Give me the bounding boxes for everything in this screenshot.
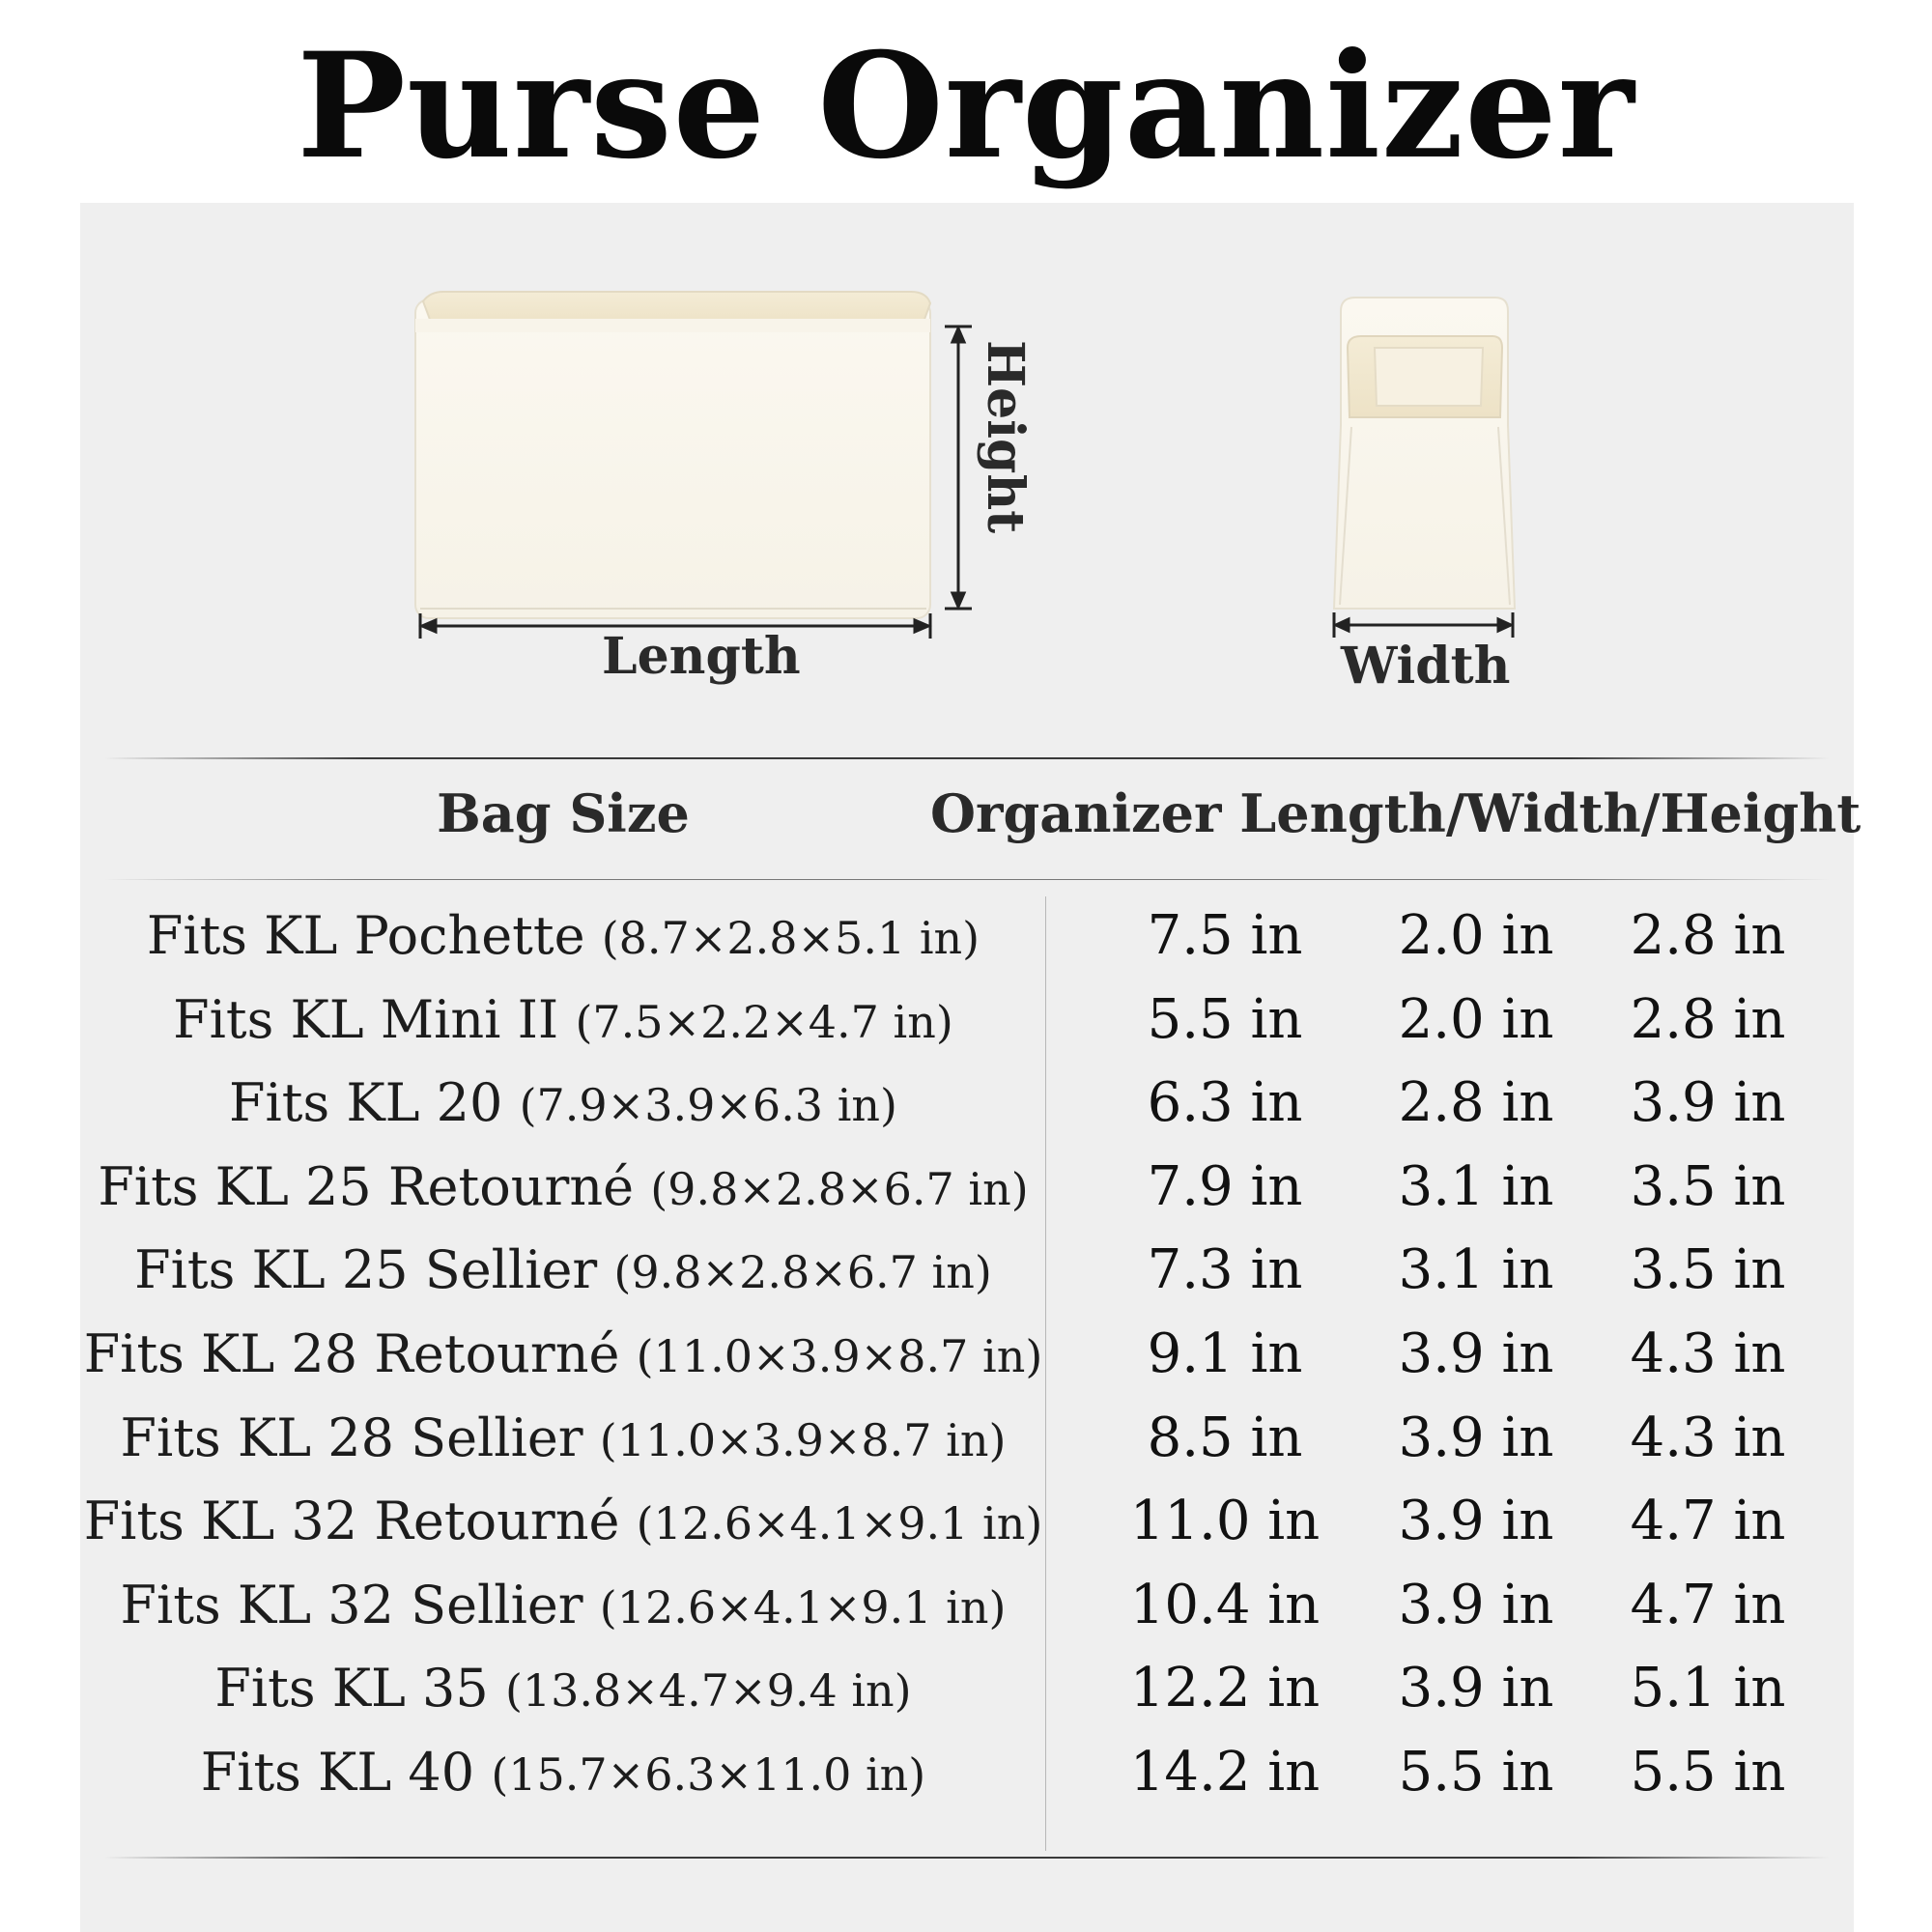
bag-size-cell [80,1313,1046,1398]
organizer-width: 3.1 in [1398,1238,1554,1302]
bag-size-cell [80,1062,1046,1147]
organizer-length: 10.4 in [1129,1573,1321,1636]
size-table-body [80,895,1854,1815]
organizer-length: 14.2 in [1129,1740,1321,1804]
organizer-height: 5.1 in [1630,1657,1786,1720]
organizer-width: 5.5 in [1398,1740,1554,1804]
bag-size-cell [80,1564,1046,1649]
bag-size-cell [80,979,1046,1064]
table-row [80,979,1854,1063]
bag-name: Fits KL Pochette [146,905,585,966]
organizer-length: 7.3 in [1147,1238,1303,1302]
bag-size-cell [80,1146,1046,1231]
organizer-length: 9.1 in [1147,1321,1303,1385]
organizer-length: 11.0 in [1129,1490,1321,1553]
organizer-height: 2.8 in [1630,987,1786,1051]
table-row [80,1146,1854,1230]
bag-dimensions: (8.7×2.8×5.1 in) [601,912,980,964]
bag-dimensions: (7.5×2.2×4.7 in) [575,995,953,1048]
organizer-height: 4.7 in [1630,1573,1786,1636]
bag-dimensions: (12.6×4.1×9.1 in) [636,1497,1043,1550]
organizer-width: 3.9 in [1398,1406,1554,1469]
bag-dimensions: (11.0×3.9×8.7 in) [599,1413,1007,1466]
bag-dimensions: (7.9×3.9×6.3 in) [519,1079,897,1132]
organizer-height: 2.8 in [1630,904,1786,967]
bag-size-cell [80,895,1046,980]
organizer-width: 3.1 in [1398,1154,1554,1218]
bag-size-cell [80,1397,1046,1482]
table-row [80,895,1854,979]
bag-size-cell [80,1229,1046,1314]
height-arrow [945,327,972,609]
organizer-width: 3.9 in [1398,1490,1554,1553]
organizer-height: 4.3 in [1630,1321,1786,1385]
bag-name: Fits KL 28 Retourné [83,1322,620,1384]
height-label: Height [976,340,1035,534]
organizer-length: 7.5 in [1147,904,1303,967]
bag-name: Fits KL 28 Sellier [120,1406,583,1468]
organizer-width: 3.9 in [1398,1657,1554,1720]
size-chart-panel [80,203,1861,1932]
bag-name: Fits KL 32 Retourné [83,1491,620,1552]
table-row [80,1313,1854,1397]
table-row [80,1229,1854,1313]
table-row [80,1397,1854,1481]
table-row [80,1564,1854,1648]
bag-dimensions: (11.0×3.9×8.7 in) [636,1329,1043,1382]
bag-name: Fits KL 25 Retourné [98,1155,635,1217]
bag-size-cell [80,1480,1046,1565]
bag-name: Fits KL 35 [214,1658,489,1719]
organizer-length: 5.5 in [1147,987,1303,1051]
organizer-front-view [80,203,1854,744]
organizer-length: 12.2 in [1129,1657,1321,1720]
organizer-height: 3.5 in [1630,1238,1786,1302]
organizer-length: 6.3 in [1147,1071,1303,1135]
organizer-height: 4.3 in [1630,1406,1786,1469]
organizer-width: 3.9 in [1398,1573,1554,1636]
organizer-width: 2.8 in [1398,1071,1554,1135]
length-label: Length [602,627,801,686]
organizer-width: 2.0 in [1398,904,1554,967]
bag-dimensions: (12.6×4.1×9.1 in) [599,1580,1007,1634]
bag-name: Fits KL 32 Sellier [120,1574,583,1635]
bag-size-cell [80,1647,1046,1732]
table-row [80,1480,1854,1564]
bag-dimensions: (9.8×2.8×6.7 in) [613,1246,992,1299]
organizer-height: 4.7 in [1630,1490,1786,1553]
header-bottom-rule [104,879,1830,880]
organizer-illustrations [80,203,1854,744]
front-organizer-shape [415,292,930,618]
bag-name: Fits KL 40 [200,1741,475,1803]
organizer-length: 8.5 in [1147,1406,1303,1469]
bag-name: Fits KL 20 [229,1072,503,1134]
table-row [80,1062,1854,1146]
bag-dimensions: (9.8×2.8×6.7 in) [650,1162,1029,1215]
organizer-length: 7.9 in [1147,1154,1303,1218]
width-label: Width [1341,637,1511,696]
table-row [80,1731,1854,1815]
bag-size-header: Bag Size [437,782,690,844]
organizer-height: 5.5 in [1630,1740,1786,1804]
table-top-rule [104,757,1830,759]
organizer-height: 3.5 in [1630,1154,1786,1218]
organizer-width: 3.9 in [1398,1321,1554,1385]
organizer-width: 2.0 in [1398,987,1554,1051]
bag-dimensions: (13.8×4.7×9.4 in) [504,1664,912,1718]
page-title: Purse Organizer [297,21,1635,191]
bag-name: Fits KL Mini II [173,988,559,1050]
organizer-height: 3.9 in [1630,1071,1786,1135]
bag-size-cell [80,1731,1046,1816]
table-bottom-rule [104,1857,1830,1859]
organizer-dimensions-header: Organizer Length/Width/Height [930,782,1861,844]
table-row [80,1647,1854,1731]
side-organizer-shape [1334,298,1515,609]
bag-dimensions: (15.7×6.3×11.0 in) [491,1747,926,1801]
bag-name: Fits KL 25 Sellier [134,1239,598,1301]
width-arrow [1334,612,1513,638]
